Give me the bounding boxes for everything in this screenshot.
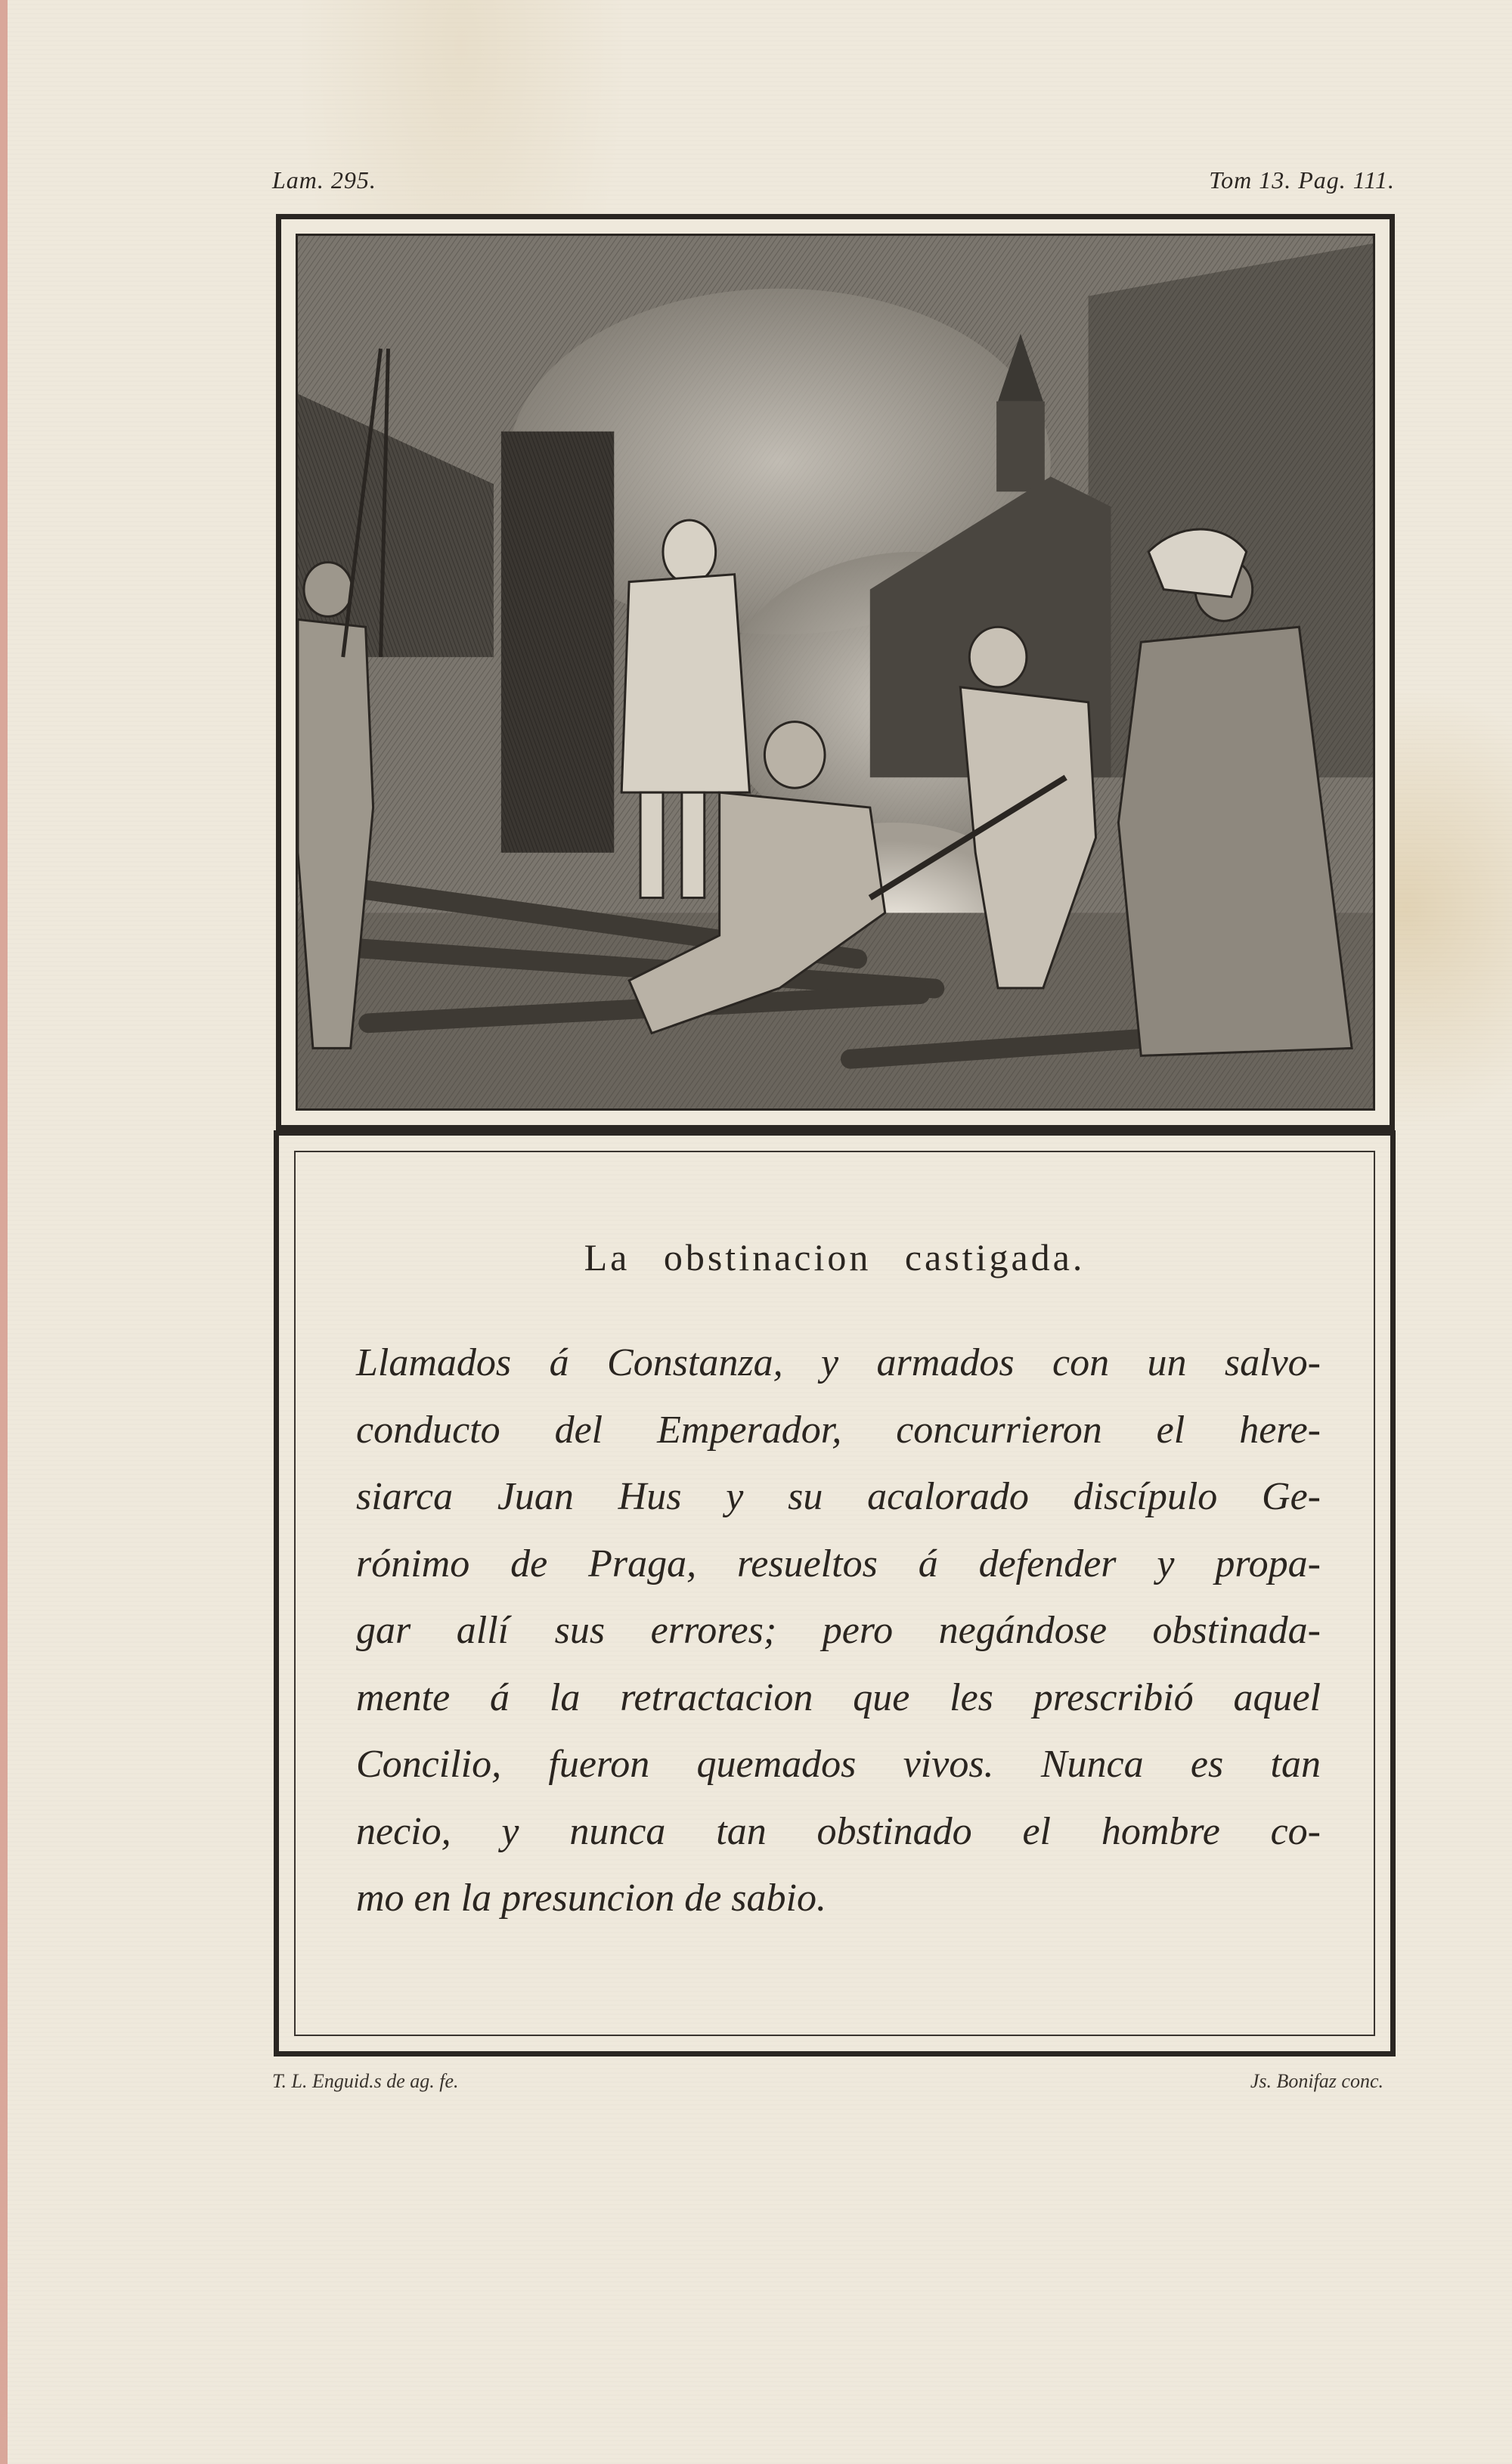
caption-line: mente á la retractacion que les prescribió aquel [356,1675,1321,1719]
caption-line: Llamados á Constanza, y armados con un salvo- [356,1341,1321,1384]
caption-title: La obstinacion castigada. [584,1236,1086,1278]
caption-line: Concilio, fueron quemados vivos. Nunca es tan [356,1743,1321,1786]
plate-number: Lam. 295. [272,166,376,194]
caption-body [356,1330,1321,1932]
caption-line: conducto del Emperador, concurrieron el here- [356,1408,1321,1452]
engraving-illustration [296,234,1375,1111]
caption-line: siarca Juan Hus y su acalorado discípulo Ge- [356,1475,1321,1518]
engraver-credit: T. L. Enguid.s de ag. fe. [272,2070,459,2092]
other-credit: Js. Bonifaz conc. [1250,2070,1383,2092]
engraving-frame [276,214,1395,1130]
caption-frame [274,1130,1396,2056]
caption-line: necio, y nunca tan obstinado el hombre co- [356,1809,1321,1853]
caption-line: mo en la presuncion de sabio. [356,1877,826,1920]
caption-line: rónimo de Praga, resueltos á defender y propa- [356,1542,1321,1585]
volume-page-reference: Tom 13. Pag. 111. [1209,166,1395,194]
caption-line: gar allí sus errores; pero negándose obstinada- [356,1609,1321,1652]
execution-scene-image [298,236,1373,1108]
caption-inner-border [294,1151,1375,2036]
